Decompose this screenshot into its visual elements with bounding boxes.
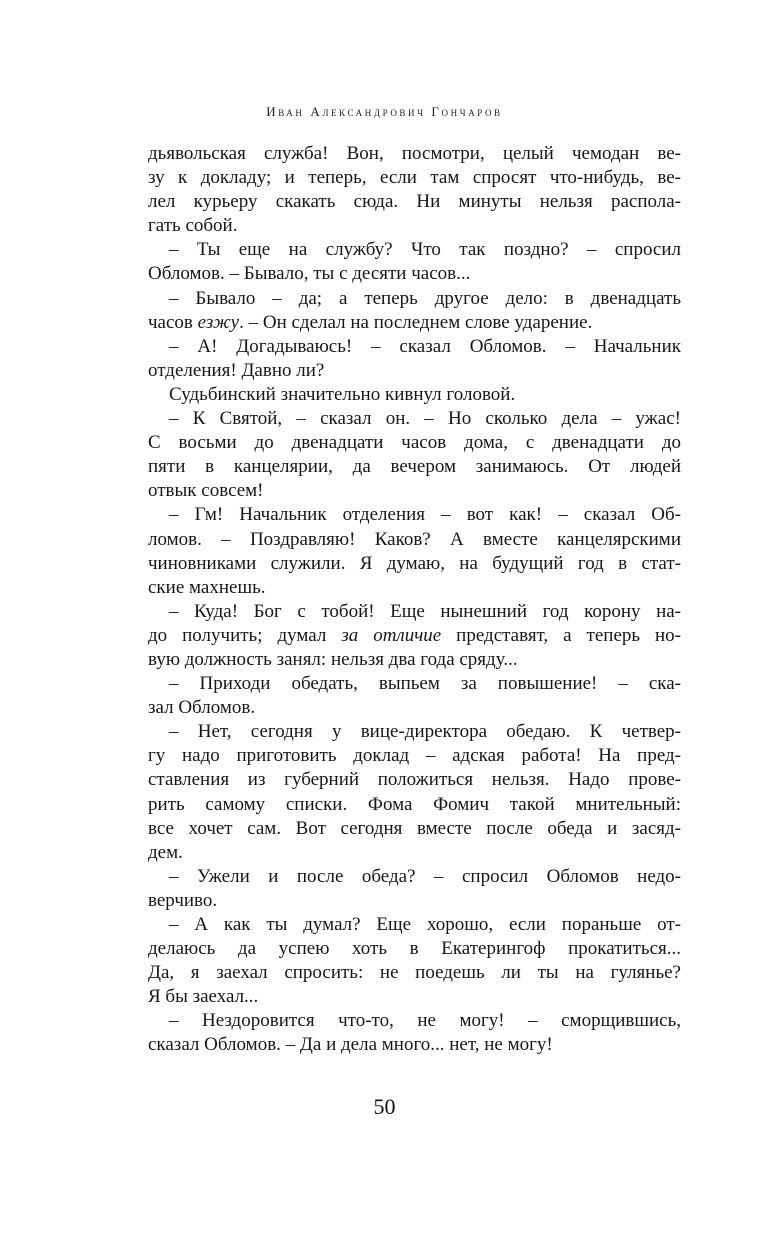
text-line-segment: до получить; думал	[148, 624, 342, 646]
text-line-segment: Я бы заехал...	[148, 986, 259, 1008]
text-line-segment: отвык совсем!	[148, 480, 264, 502]
text-line-segment: часов	[148, 311, 198, 333]
text-line	[148, 190, 681, 214]
text-line	[148, 1009, 681, 1033]
text-line	[148, 961, 681, 985]
text-line-segment: чиновниками служили. Я думаю, на будущий год в стат-	[148, 552, 681, 574]
text-line-segment: – Гм! Начальник отделения – вот как! – сказал Об-	[169, 504, 681, 526]
text-line-segment: ские махнешь.	[148, 576, 266, 598]
text-line	[148, 817, 681, 841]
text-line-segment: сказал Обломов. – Да и дела много... нет, не могу!	[148, 1034, 553, 1056]
text-line	[148, 793, 681, 817]
text-line-segment: – А как ты думал? Еще хорошо, если пораньше от-	[169, 914, 681, 935]
text-line-segment: ставления из губерний положиться нельзя. Надо прове-	[148, 769, 681, 791]
text-line	[148, 552, 681, 576]
text-line-segment: зу к докладу; и теперь, если там спросят что-нибудь, ве-	[148, 167, 681, 189]
text-line	[148, 287, 681, 311]
text-line-segment: вую должность занял: нельзя два года сряду...	[148, 648, 518, 670]
text-line	[148, 624, 681, 648]
text-line-segment: – Приходи обедать, выпьем за повышение! – ска-	[169, 673, 681, 695]
text-line	[148, 841, 681, 865]
text-line	[148, 744, 681, 768]
text-line	[148, 214, 681, 238]
text-line-segment: зал Обломов.	[148, 697, 256, 719]
text-line-segment: отделения! Давно ли?	[148, 359, 325, 381]
text-line-segment: – Нет, сегодня у вице-директора обедаю. К четвер-	[169, 721, 681, 743]
text-line	[148, 937, 681, 961]
page-number: 50	[373, 1094, 396, 1119]
text-line-segment: – Нездоровится что-то, не могу! – сморщившись,	[169, 1010, 681, 1032]
text-line	[148, 696, 681, 720]
text-line-segment: представят, а теперь но-	[441, 624, 682, 646]
text-line	[148, 383, 681, 407]
text-line-segment: С восьми до двенадцати часов дома, с двенадцати до	[148, 432, 681, 454]
text-line-segment: Обломов. – Бывало, ты с десяти часов...	[148, 263, 471, 285]
text-line-segment: Судьбинский значительно кивнул головой.	[169, 383, 516, 405]
text-line-segment: рить самому списки. Фома Фомич такой мнительный:	[148, 793, 681, 815]
body-text	[148, 142, 681, 1058]
text-line	[148, 407, 681, 431]
text-line-segment: – Ты еще на службу? Что так поздно? – спросил	[169, 239, 681, 261]
text-line	[148, 648, 681, 672]
text-line-segment: дем.	[148, 841, 183, 863]
text-line	[148, 431, 681, 455]
text-line-segment: гу надо приготовить доклад – адская работа! На пред-	[148, 745, 681, 767]
text-line-segment: – Ужели и после обеда? – спросил Обломов недо-	[169, 865, 681, 887]
text-line-segment: верчиво.	[148, 889, 218, 911]
text-line-segment: ломов. – Поздравляю! Каков? А вместе канцелярскими	[148, 528, 681, 550]
text-line-segment: все хочет сам. Вот сегодня вместе после обеда и засяд-	[148, 817, 681, 839]
text-line	[148, 985, 681, 1009]
text-line	[148, 889, 681, 913]
text-line	[148, 479, 681, 503]
text-line	[148, 503, 681, 527]
text-line	[148, 768, 681, 792]
text-line	[148, 720, 681, 744]
text-line	[148, 576, 681, 600]
text-line	[148, 311, 681, 335]
text-line	[148, 335, 681, 359]
text-line	[148, 1033, 681, 1057]
text-line	[148, 238, 681, 262]
text-line	[148, 262, 681, 286]
text-line-segment: лел курьеру скакать сюда. Ни минуты нельзя распола-	[148, 191, 681, 213]
italic-emphasis: езжу	[197, 311, 240, 333]
text-line-segment: гать собой.	[148, 215, 238, 237]
text-line-segment: – Куда! Бог с тобой! Еще нынешний год корону на-	[169, 600, 681, 622]
text-line-segment: – А! Догадываюсь! – сказал Обломов. – Начальник	[169, 335, 681, 357]
text-line	[148, 455, 681, 479]
text-line-segment: дьявольская служба! Вон, посмотри, целый чемодан ве-	[148, 143, 681, 164]
text-line	[148, 672, 681, 696]
text-line	[148, 913, 681, 937]
text-line	[148, 359, 681, 383]
text-line	[148, 166, 681, 190]
running-head: Иван Александрович Гончаров	[266, 104, 503, 119]
text-line-segment: – Бывало – да; а теперь другое дело: в двенадцать	[169, 287, 681, 309]
text-line	[148, 142, 681, 166]
text-line-segment: – К Святой, – сказал он. – Но сколько дела – ужас!	[169, 408, 681, 430]
text-line-segment: . – Он сделал на последнем слове ударение.	[239, 311, 593, 333]
text-line-segment: Да, я заехал спросить: не поедешь ли ты на гулянье?	[148, 962, 681, 984]
text-line	[148, 528, 681, 552]
text-line	[148, 865, 681, 889]
text-line	[148, 600, 681, 624]
text-line-segment: пяти в канцелярии, да вечером занимаюсь. От людей	[148, 456, 681, 478]
italic-emphasis: за отличие	[341, 624, 442, 646]
text-line-segment: делаюсь да успею хоть в Екатерингоф прокатиться...	[148, 938, 681, 960]
